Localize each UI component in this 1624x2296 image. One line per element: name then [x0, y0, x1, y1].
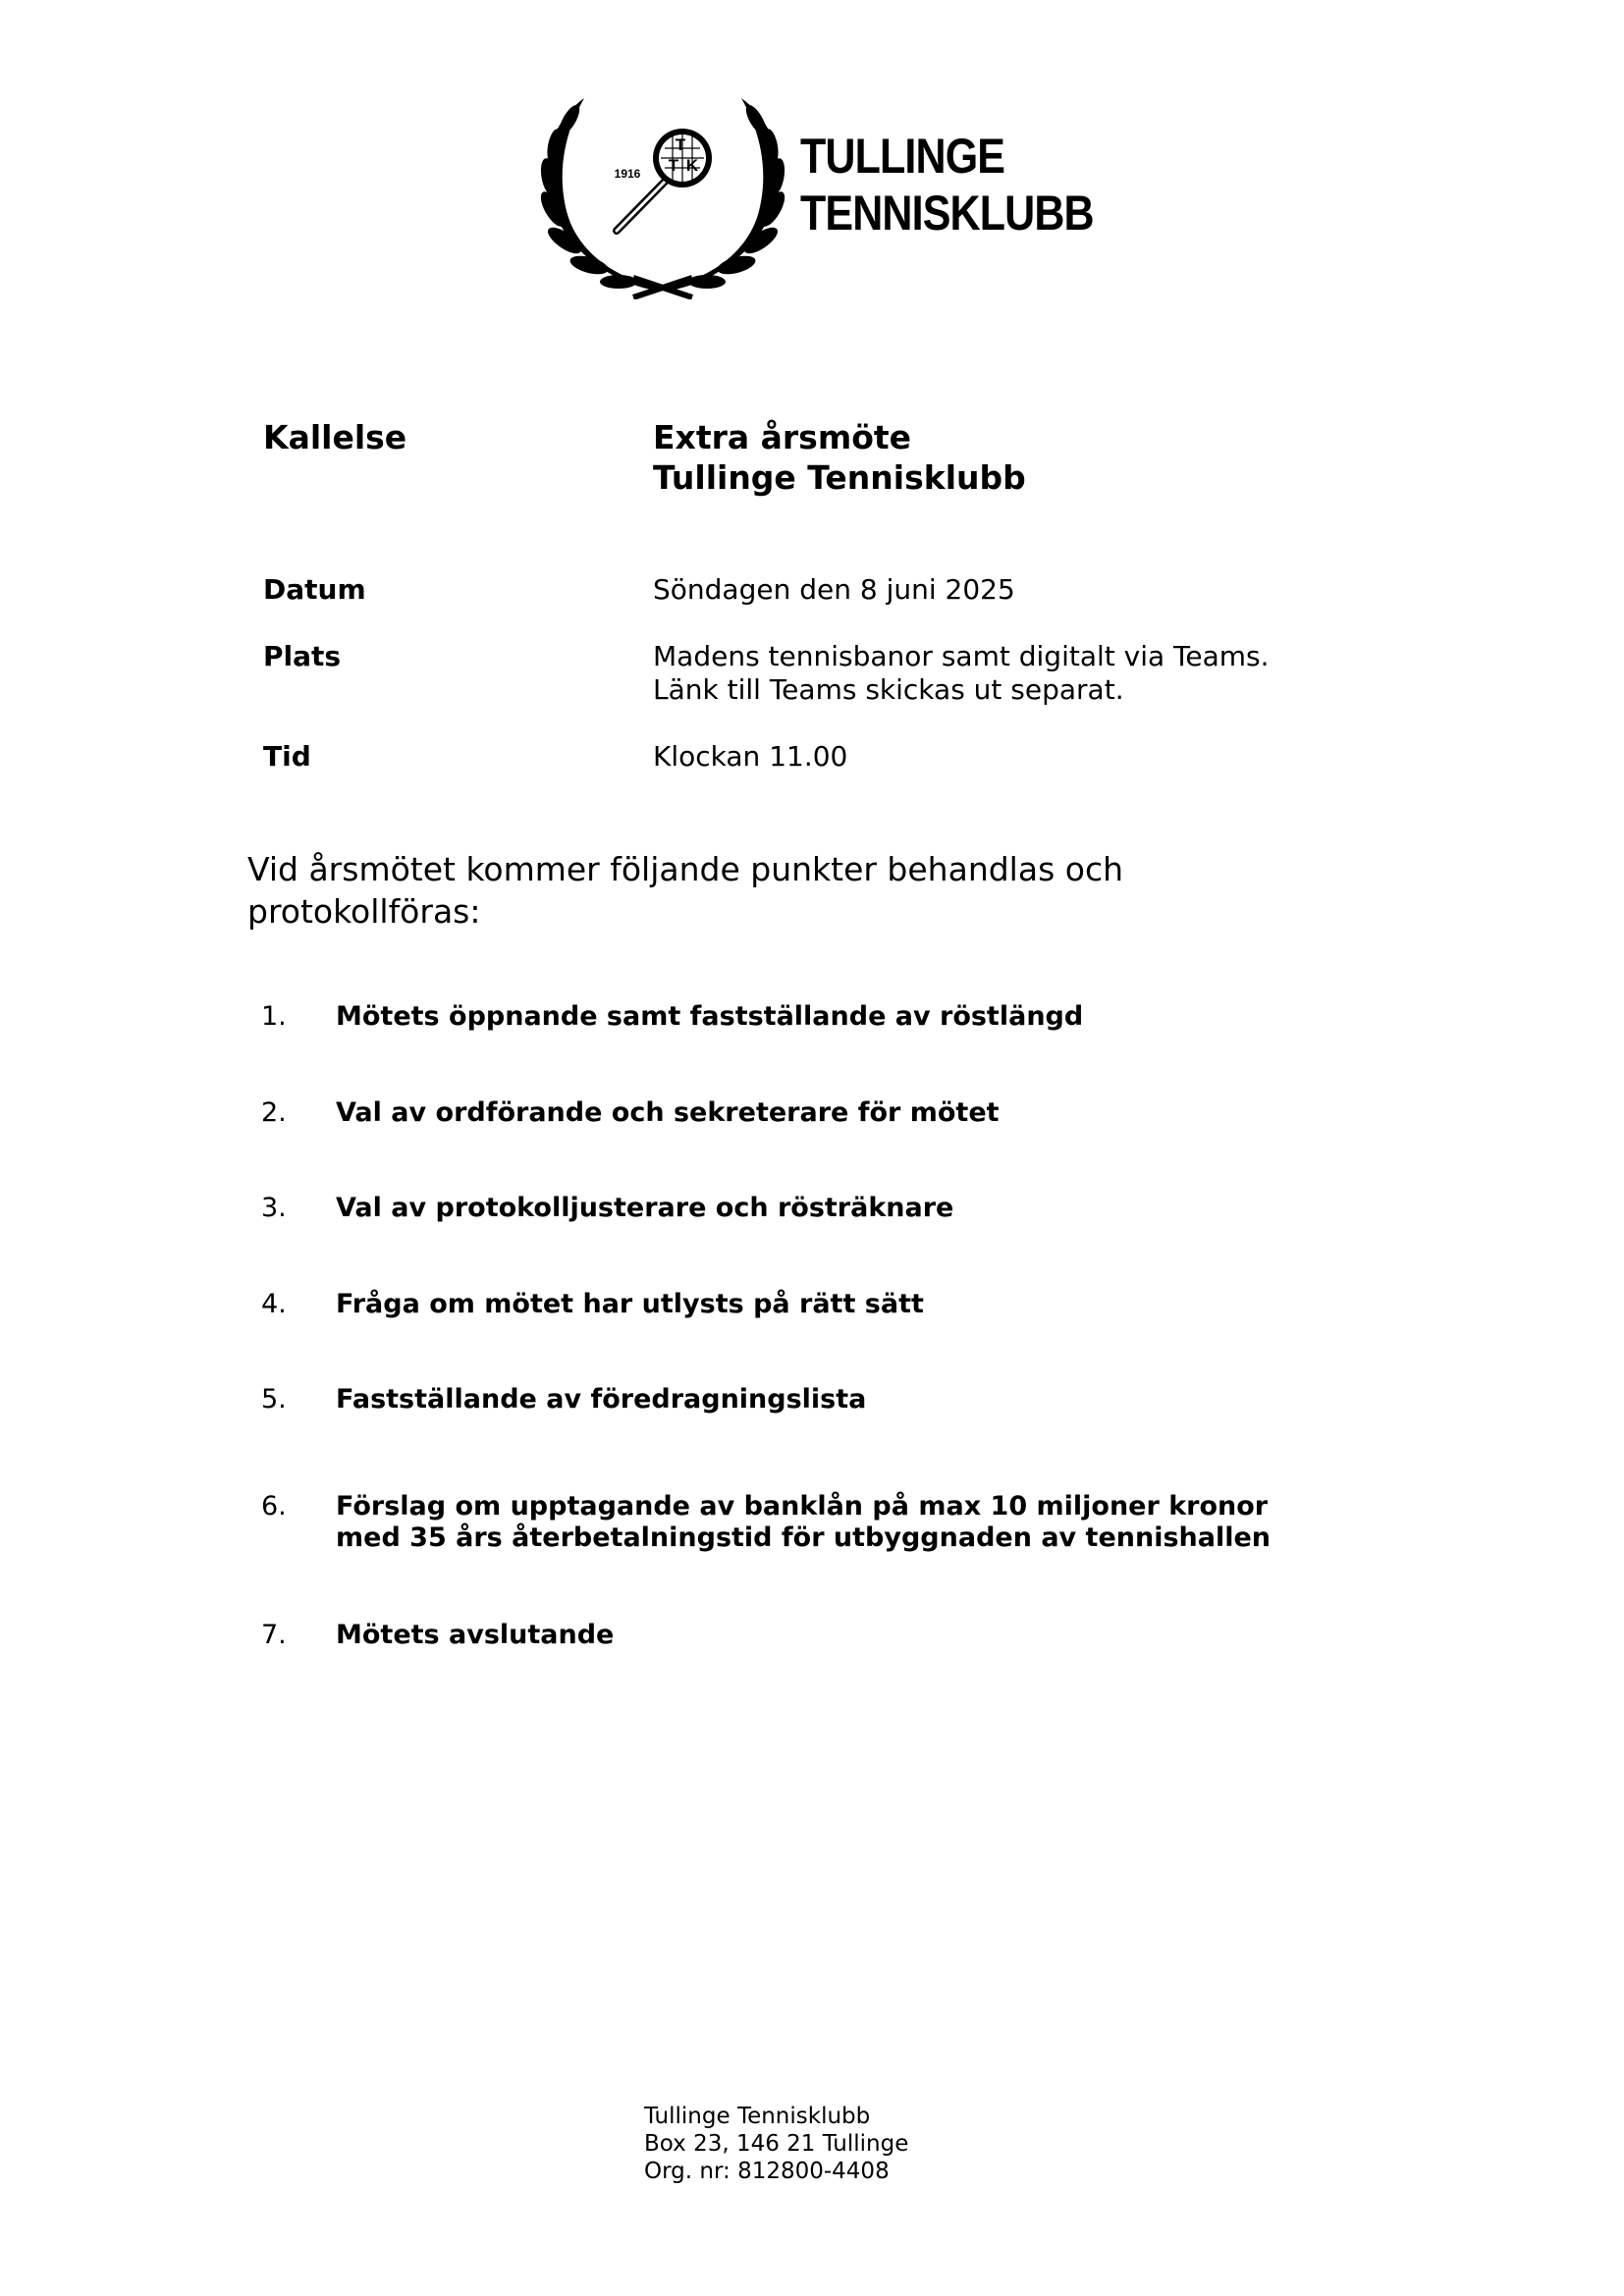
- agenda-text: Val av protokolljusterare och rösträknare: [336, 1193, 954, 1223]
- intro-text: [247, 848, 1327, 933]
- agenda-number: 4.: [261, 1289, 287, 1319]
- agenda-number: 6.: [261, 1491, 287, 1522]
- agenda-number: 2.: [261, 1097, 287, 1128]
- agenda-text: Mötets avslutande: [336, 1620, 615, 1650]
- footer-address: [644, 2103, 908, 2185]
- agenda-text-line-1: Förslag om upptagande av banklån på max 10 miljoner kronor: [336, 1491, 1269, 1522]
- date-label: Datum: [263, 573, 366, 606]
- club-wordmark: [800, 128, 1094, 241]
- agenda-number: 7.: [261, 1620, 287, 1650]
- agenda-text-line-2: med 35 års återbetalningstid för utbyggnaden av tennishallen: [336, 1522, 1272, 1553]
- place-value-line-2: Länk till Teams skickas ut separat.: [653, 673, 1124, 706]
- agenda-text: Val av ordförande och sekreterare för mötet: [336, 1097, 1000, 1128]
- footer-line-2: Box 23, 146 21 Tullinge: [644, 2131, 909, 2157]
- date-value: Söndagen den 8 juni 2025: [653, 573, 1015, 606]
- agenda-text: Fråga om mötet har utlysts på rätt sätt: [336, 1289, 924, 1319]
- header-title-line-1: Extra årsmöte: [653, 418, 912, 456]
- place-label: Plats: [263, 640, 342, 672]
- agenda-text: Fastställande av föredragningslista: [336, 1384, 867, 1415]
- place-value-line-1: Madens tennisbanor samt digitalt via Teams.: [653, 640, 1270, 672]
- wordmark-line-2: TENNISKLUBB: [800, 186, 1094, 240]
- footer-line-1: Tullinge Tennisklubb: [644, 2104, 871, 2129]
- wordmark-line-1: TULLINGE: [800, 129, 1005, 184]
- footer-line-3: Org. nr: 812800-4408: [644, 2159, 890, 2184]
- agenda-number: 5.: [261, 1384, 287, 1415]
- agenda-text: [336, 1491, 1271, 1554]
- header-title: [653, 417, 1026, 498]
- intro-line-1: Vid årsmötet kommer följande punkter behandlas och: [247, 850, 1123, 888]
- agenda-text: Mötets öppnande samt fastställande av röstlängd: [336, 1001, 1084, 1032]
- club-logo: [535, 93, 1105, 299]
- intro-line-2: protokollföras:: [247, 892, 481, 931]
- monogram-top: T: [675, 135, 686, 154]
- monogram-right: K: [685, 156, 699, 175]
- time-label: Tid: [263, 740, 311, 773]
- agenda-number: 3.: [261, 1193, 287, 1223]
- monogram-left: T: [668, 156, 679, 175]
- laurel-wreath-icon: [535, 93, 790, 299]
- agenda-number: 1.: [261, 1001, 287, 1032]
- header-title-line-2: Tullinge Tennisklubb: [653, 458, 1026, 497]
- logo-year: 1916: [614, 167, 641, 181]
- header-label: Kallelse: [263, 418, 407, 456]
- time-value: Klockan 11.00: [653, 740, 848, 773]
- place-value: [653, 640, 1270, 707]
